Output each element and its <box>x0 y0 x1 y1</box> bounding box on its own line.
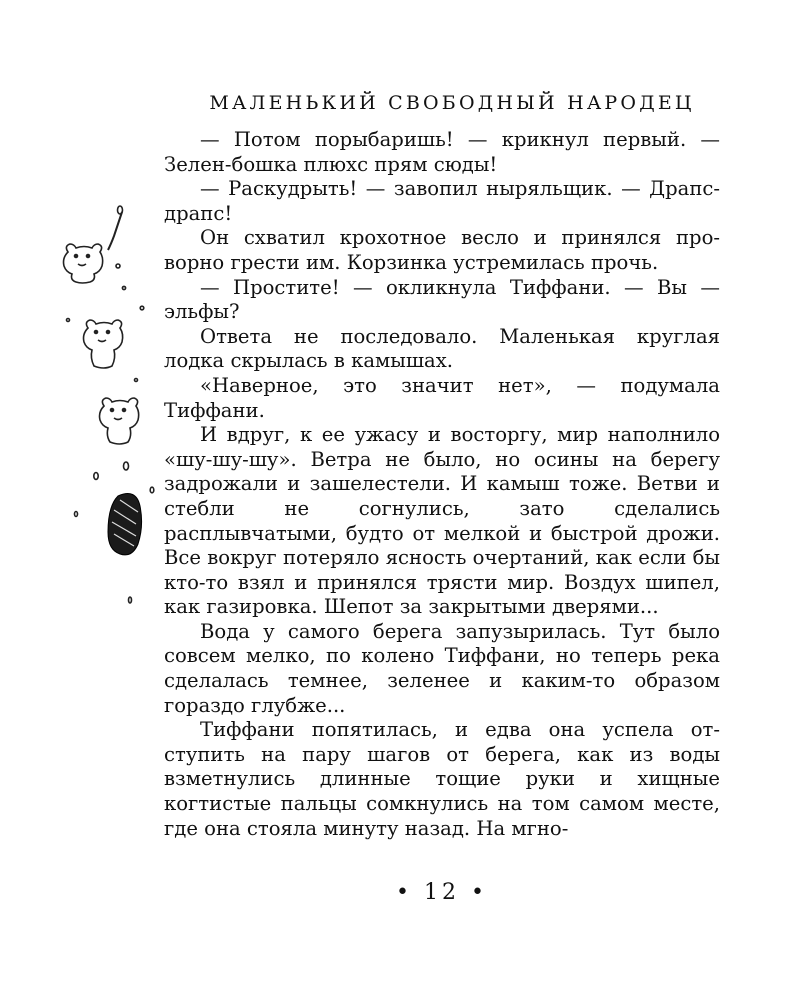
margin-illustration <box>40 200 170 620</box>
paragraph: Ответа не последовало. Маленькая круглая лодка скрылась в камышах. <box>164 324 720 373</box>
paragraph: Вода у самого берега запузырилась. Тут было совсем мелко, по колено Тиффани, но теперь река сделалась темнее, зеленее и каким-то образом гораздо глубже... <box>164 619 720 717</box>
paragraph: «Наверное, это значит нет», — подумала Тиффани. <box>164 373 720 422</box>
paragraph: Он схватил крохотное весло и принялся проворно грести им. Корзинка устремилась прочь. <box>164 226 720 274</box>
paragraph: — Раскудрыть! — завопил ныряльщик. — Драпс-драпс! <box>164 177 720 225</box>
page-number: • 12 • <box>396 880 488 905</box>
paragraph: — Потом порыбаришь! — крикнул первый. — Зелен-бошка плюхс прям сюды! <box>164 128 720 176</box>
body-text <box>164 128 720 841</box>
paragraph: И вдруг, к ее ужасу и восторгу, мир наполнило «шу-шу-шу». Ветра не было, но осины на берегу задрожали и зашелестели. И камыш тоже. Ветви и стебли не согнулись, зато сделались расплывчатыми, будто от мелкой и быстрой дрожи. Все вокруг потеряло ясность очертаний, как если бы кто-то взял и принялся трясти мир. Воздух шипел, как газировка. Шепот за закрытыми дверями... <box>164 423 720 619</box>
paragraph: Тиффани попятилась, и едва она успела отступить на пару шагов от берега, как из воды взметнулись длинные тощие руки и хищные когтистые пальцы сомкнулись на том самом месте, где она стояла минуту назад. На мгно- <box>164 718 720 840</box>
paragraph: — Простите! — окликнула Тиффани. — Вы — эльфы? <box>164 275 720 324</box>
bubbles-illustration <box>64 206 154 603</box>
running-head: МАЛЕНЬКИЙ СВОБОДНЫЙ НАРОДЕЦ <box>209 92 695 114</box>
